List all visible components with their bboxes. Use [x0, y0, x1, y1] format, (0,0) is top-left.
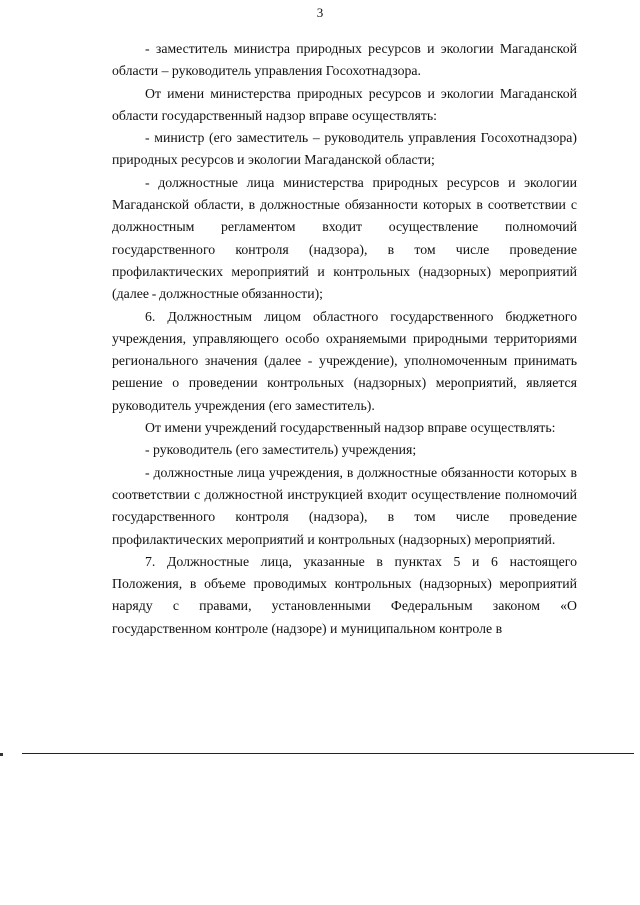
- paragraph-item-7: 7. Должностные лица, указанные в пунктах 5 и 6 настоящего Положения, в объеме проводимых контрольных (надзорных) мероприятий наряду с правами, установленными Федеральным законом «О государственном контроле (надзоре) и муниципальном контроле в: [112, 553, 577, 636]
- paragraph-minister: - министр (его заместитель – руководитель управления Госохотнадзора) природных ресурсов и экологии Магаданской области;: [112, 130, 577, 168]
- document-body: [112, 38, 577, 640]
- paragraph-institution-supervision: От имени учреждений государственный надзор вправе осуществлять:: [145, 420, 556, 436]
- page-bottom-rule: [22, 753, 634, 754]
- paragraph-ministry-officials: - должностные лица министерства природных ресурсов и экологии Магаданской области, в должностные обязанности которых в соответствии с должностным регламентом входит осуществление полномочий государственного контроля (надзора), в том числе проведение профилактических мероприятий и контрольных (надзорных) мероприятий (далее - должностные обязанности);: [112, 174, 577, 302]
- scan-edge-mark: [0, 753, 3, 756]
- page-number: 3: [316, 5, 324, 20]
- paragraph-item-6: 6. Должностным лицом областного государственного бюджетного учреждения, управляющего особо охраняемыми природными территориями регионального значения (далее - учреждение), уполномоченным принимать решение о проведении контрольных (надзорных) мероприятий, является руководитель учреждения (его заместитель).: [112, 308, 577, 413]
- paragraph-deputy-minister: - заместитель министра природных ресурсов и экологии Магаданской области – руководитель управления Госохотнадзора.: [112, 41, 577, 79]
- paragraph-institution-officials: - должностные лица учреждения, в должностные обязанности которых в соответствии с должностной инструкцией входит осуществление полномочий государственного контроля (надзора), в том числе проведение профилактических мероприятий и контрольных (надзорных) мероприятий.: [112, 464, 577, 547]
- paragraph-ministry-supervision: От имени министерства природных ресурсов и экологии Магаданской области государственный надзор вправе осуществлять:: [112, 85, 577, 123]
- paragraph-institution-head: - руководитель (его заместитель) учреждения;: [145, 442, 417, 458]
